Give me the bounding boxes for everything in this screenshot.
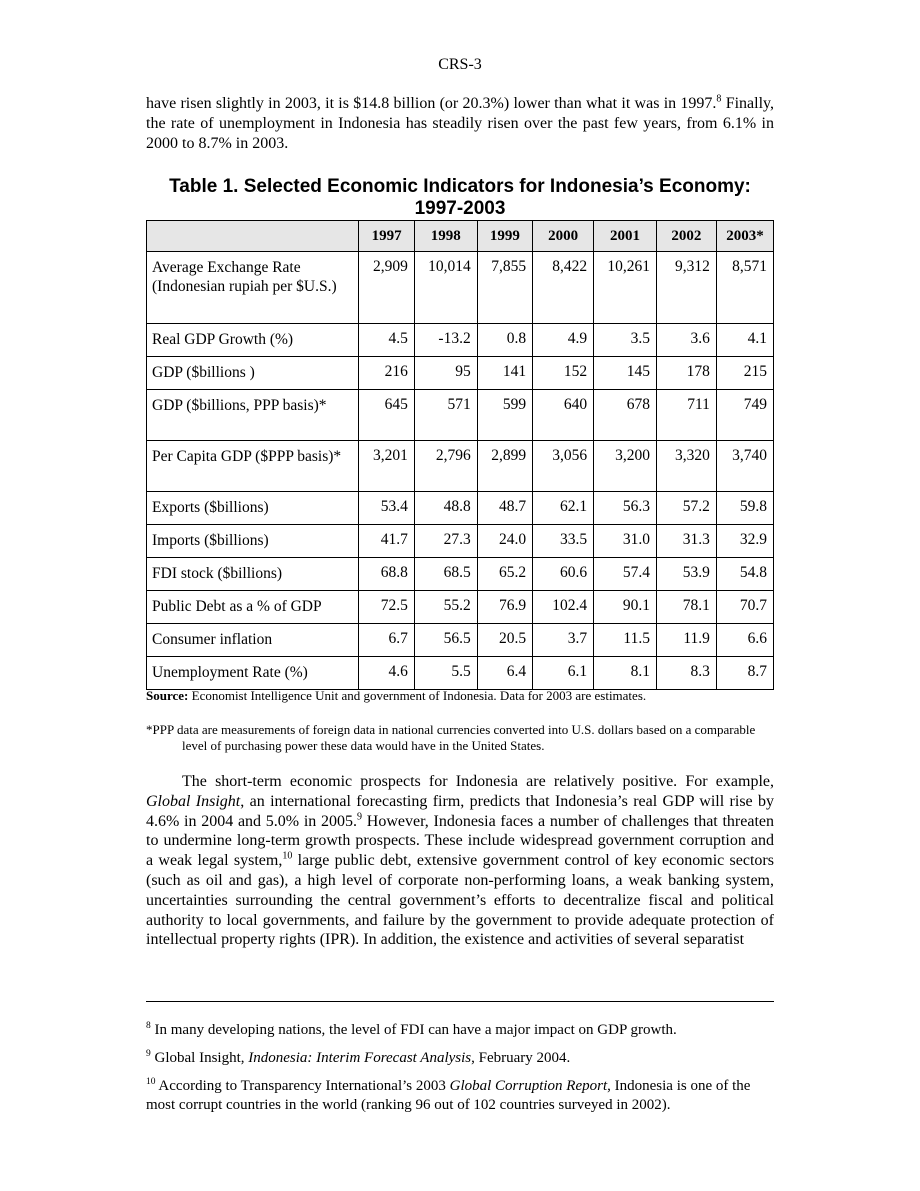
table-cell-2001: 3.5 xyxy=(594,324,657,357)
table-cell-1999: 7,855 xyxy=(477,252,532,324)
table-cell-1998: 5.5 xyxy=(414,657,477,690)
source-label: Source: xyxy=(146,688,189,703)
source-text: Economist Intelligence Unit and government of Indonesia. Data for 2003 are estimates. xyxy=(188,688,647,703)
table-cell-2001: 10,261 xyxy=(594,252,657,324)
table-cell-2000: 4.9 xyxy=(533,324,594,357)
table-cell-2003: 32.9 xyxy=(716,525,773,558)
row-label: Imports ($billions) xyxy=(147,525,359,558)
table-row xyxy=(147,657,774,690)
table-cell-2003: 215 xyxy=(716,357,773,390)
prospects-text-3: However, Indonesia faces a number of challenges that threaten to undermine long-term growth prospects. These include widespread government corruption and a weak legal system, xyxy=(146,812,775,870)
table-cell-1998: -13.2 xyxy=(414,324,477,357)
page-header: CRS-3 xyxy=(438,56,482,73)
table-cell-2002: 8.3 xyxy=(656,657,716,690)
table-cell-2002: 78.1 xyxy=(656,591,716,624)
table-cell-1997: 645 xyxy=(359,390,414,441)
table-cell-1999: 76.9 xyxy=(477,591,532,624)
table-title: Table 1. Selected Economic Indicators for Indonesia’s Economy: 1997-2003 xyxy=(169,176,751,219)
table-cell-1998: 68.5 xyxy=(414,558,477,591)
row-label: FDI stock ($billions) xyxy=(147,558,359,591)
table-cell-1997: 4.5 xyxy=(359,324,414,357)
table-cell-2003: 749 xyxy=(716,390,773,441)
footnote-9 xyxy=(146,1049,774,1068)
footnote-ref-9[interactable]: 9 xyxy=(357,811,363,823)
footnote-8 xyxy=(146,1021,774,1040)
footnote-ref-8[interactable]: 8 xyxy=(716,93,722,105)
table-cell-1997: 3,201 xyxy=(359,441,414,492)
table-cell-1997: 72.5 xyxy=(359,591,414,624)
prospects-text-1: The short-term economic prospects for Indonesia are relatively positive. For example, xyxy=(182,773,774,790)
table-row xyxy=(147,390,774,441)
column-header-label xyxy=(147,221,359,252)
table-cell-2003: 70.7 xyxy=(716,591,773,624)
footnote-10-number: 10 xyxy=(146,1077,156,1087)
table-cell-2002: 711 xyxy=(656,390,716,441)
table-cell-2003: 8.7 xyxy=(716,657,773,690)
column-header-2000: 2000 xyxy=(533,221,594,252)
footnote-10 xyxy=(146,1077,774,1115)
column-header-1997: 1997 xyxy=(359,221,414,252)
table-row xyxy=(147,558,774,591)
footnote-divider xyxy=(146,1001,774,1002)
column-header-1998: 1998 xyxy=(414,221,477,252)
footnote-9-text-a: Global Insight, xyxy=(150,1050,249,1066)
table-cell-2003: 59.8 xyxy=(716,492,773,525)
table-body xyxy=(147,252,774,690)
table-cell-2000: 3,056 xyxy=(533,441,594,492)
row-label: Consumer inflation xyxy=(147,624,359,657)
table-cell-2001: 3,200 xyxy=(594,441,657,492)
table-source xyxy=(146,688,774,704)
table-cell-1999: 20.5 xyxy=(477,624,532,657)
table-cell-2003: 6.6 xyxy=(716,624,773,657)
table-row xyxy=(147,441,774,492)
column-header-2003: 2003* xyxy=(716,221,773,252)
table-cell-2002: 3.6 xyxy=(656,324,716,357)
table-cell-2002: 57.2 xyxy=(656,492,716,525)
table-cell-1998: 10,014 xyxy=(414,252,477,324)
table-cell-1997: 68.8 xyxy=(359,558,414,591)
table-cell-1999: 6.4 xyxy=(477,657,532,690)
row-label: Average Exchange Rate (Indonesian rupiah per $U.S.) xyxy=(147,252,359,324)
table-cell-2000: 62.1 xyxy=(533,492,594,525)
table-header-row xyxy=(147,221,774,252)
footnote-9-text-b: , February 2004. xyxy=(471,1050,571,1066)
table-cell-2000: 33.5 xyxy=(533,525,594,558)
footnote-10-title: Global Corruption Report xyxy=(449,1078,608,1094)
table-cell-2000: 152 xyxy=(533,357,594,390)
economic-indicators-table xyxy=(146,220,774,690)
row-label: Unemployment Rate (%) xyxy=(147,657,359,690)
table-cell-1998: 48.8 xyxy=(414,492,477,525)
ppp-note: *PPP data are measurements of foreign data in national currencies converted into U.S. dollars based on a comparable level of purchasing power these data would have in the United States. xyxy=(146,722,756,753)
table-row xyxy=(147,252,774,324)
row-label: Per Capita GDP ($PPP basis)* xyxy=(147,441,359,492)
table-cell-1997: 216 xyxy=(359,357,414,390)
table-cell-1997: 53.4 xyxy=(359,492,414,525)
intro-text: have risen slightly in 2003, it is $14.8 billion (or 20.3%) lower than what it was in 1997. xyxy=(146,95,717,112)
footnote-10-text-b: , Indonesia is one of the most corrupt countries in the world (ranking 96 out of 102 countries surveyed in 2002). xyxy=(146,1078,751,1113)
table-cell-1998: 2,796 xyxy=(414,441,477,492)
footnote-9-title: Indonesia: Interim Forecast Analysis xyxy=(248,1050,472,1066)
table-row xyxy=(147,591,774,624)
table-cell-2003: 54.8 xyxy=(716,558,773,591)
table-cell-1999: 0.8 xyxy=(477,324,532,357)
prospects-text-2: , an international forecasting firm, predicts that Indonesia’s real GDP will rise by 4.6% in 2004 and 5.0% in 2005. xyxy=(146,792,775,830)
table-cell-1997: 2,909 xyxy=(359,252,414,324)
column-header-1999: 1999 xyxy=(477,221,532,252)
row-label: Public Debt as a % of GDP xyxy=(147,591,359,624)
table-row xyxy=(147,525,774,558)
table-cell-2002: 31.3 xyxy=(656,525,716,558)
table-cell-1999: 141 xyxy=(477,357,532,390)
footnote-ref-10[interactable]: 10 xyxy=(282,850,293,862)
table-row xyxy=(147,324,774,357)
table-cell-2001: 8.1 xyxy=(594,657,657,690)
table-cell-2000: 640 xyxy=(533,390,594,441)
table-cell-1998: 55.2 xyxy=(414,591,477,624)
table-cell-1997: 6.7 xyxy=(359,624,414,657)
table-cell-1998: 571 xyxy=(414,390,477,441)
intro-text-cont: Finally, the rate of unemployment in Indonesia has steadily risen over the past few years, from 6.1% in 2000 to 8.7% in 2003. xyxy=(146,95,774,152)
table-row xyxy=(147,492,774,525)
table-cell-2003: 8,571 xyxy=(716,252,773,324)
row-label: GDP ($billions ) xyxy=(147,357,359,390)
row-label: Real GDP Growth (%) xyxy=(147,324,359,357)
table-cell-2003: 4.1 xyxy=(716,324,773,357)
table-cell-2000: 60.6 xyxy=(533,558,594,591)
table-cell-1998: 56.5 xyxy=(414,624,477,657)
table-cell-2001: 11.5 xyxy=(594,624,657,657)
table-cell-2001: 31.0 xyxy=(594,525,657,558)
table-cell-1997: 4.6 xyxy=(359,657,414,690)
table-cell-2003: 3,740 xyxy=(716,441,773,492)
table-cell-2000: 6.1 xyxy=(533,657,594,690)
footnote-8-number: 8 xyxy=(146,1021,151,1031)
table-row xyxy=(147,624,774,657)
table-cell-2002: 53.9 xyxy=(656,558,716,591)
table-cell-2000: 3.7 xyxy=(533,624,594,657)
table-cell-1997: 41.7 xyxy=(359,525,414,558)
table-cell-2000: 8,422 xyxy=(533,252,594,324)
table-cell-2001: 57.4 xyxy=(594,558,657,591)
table-cell-1999: 65.2 xyxy=(477,558,532,591)
table-row xyxy=(147,357,774,390)
column-header-2001: 2001 xyxy=(594,221,657,252)
prospects-paragraph xyxy=(146,772,774,950)
footnote-9-number: 9 xyxy=(146,1049,151,1059)
table-cell-1999: 2,899 xyxy=(477,441,532,492)
global-insight-name: Global Insight xyxy=(146,792,241,810)
row-label: GDP ($billions, PPP basis)* xyxy=(147,390,359,441)
table-cell-1999: 48.7 xyxy=(477,492,532,525)
column-header-2002: 2002 xyxy=(656,221,716,252)
footnote-8-text: In many developing nations, the level of FDI can have a major impact on GDP growth. xyxy=(150,1022,677,1038)
table-cell-2002: 178 xyxy=(656,357,716,390)
table-cell-2001: 145 xyxy=(594,357,657,390)
table-cell-1998: 95 xyxy=(414,357,477,390)
table-cell-1999: 599 xyxy=(477,390,532,441)
table-cell-2002: 11.9 xyxy=(656,624,716,657)
footnote-10-text-a: According to Transparency International’s 2003 xyxy=(155,1078,450,1094)
row-label: Exports ($billions) xyxy=(147,492,359,525)
table-cell-2000: 102.4 xyxy=(533,591,594,624)
intro-paragraph xyxy=(146,94,774,153)
table-cell-2002: 3,320 xyxy=(656,441,716,492)
table-cell-2001: 678 xyxy=(594,390,657,441)
table-cell-1998: 27.3 xyxy=(414,525,477,558)
table-cell-1999: 24.0 xyxy=(477,525,532,558)
prospects-text-4: large public debt, extensive government control of key economic sectors (such as oil and gas), a high level of corporate non-performing loans, a weak banking system, uncertainties surrounding the central government’s efforts to decentralize fiscal and political authority to local governments, and failure by the government to provide adequate protection of intellectual property rights (IPR). In addition, the existence and activities of several separatist xyxy=(146,852,774,949)
table-cell-2001: 56.3 xyxy=(594,492,657,525)
table-cell-2001: 90.1 xyxy=(594,591,657,624)
table-cell-2002: 9,312 xyxy=(656,252,716,324)
